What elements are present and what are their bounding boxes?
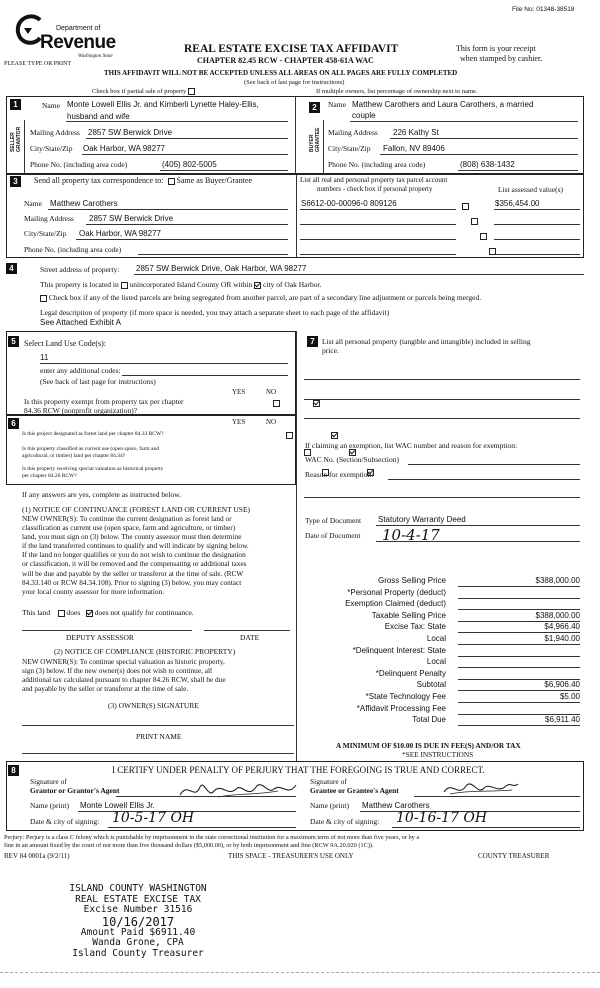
buyer-name-label: Name (328, 100, 346, 109)
partial-sale-checkbox[interactable] (188, 88, 195, 95)
parcel-personal-checkbox-1[interactable] (462, 203, 469, 210)
parcel-personal-checkbox-2[interactable] (471, 218, 478, 225)
tax-row-label: Exemption Claimed (deduct) (345, 599, 446, 609)
corr-mail: 2857 SW Berwick Drive (89, 214, 174, 223)
no-col-5: NO (266, 388, 277, 396)
grantor-name-label: Name (print) (30, 801, 69, 810)
buyer-name-1: Matthew Carothers and Laura Carothers, a married (352, 100, 534, 109)
yes-col-5: YES (232, 388, 246, 396)
notice1-line: 84.33.140 or RCW 84.34.108). Prior to signing (3) below, you may contact (22, 577, 242, 587)
grantee-date-label: Date & city of signing: (310, 817, 380, 826)
exempt-q2: 84.36 RCW (nonprofit organization)? (24, 406, 138, 415)
notice1-line: or classification, it will be removed and the compensating or additional taxes (22, 559, 247, 569)
seller-mail-label: Mailing Address (30, 128, 80, 137)
notice1-line: if the land transferred continues to qualify and will indicate by signing below. (22, 541, 249, 551)
current-use-question-2: agricultural, or timber) land per chapter 84.34? (22, 453, 126, 459)
corr-name: Matthew Carothers (50, 199, 118, 208)
stamp-line-4: 10/16/2017 (101, 914, 175, 929)
receipt-note-2: when stamped by cashier. (460, 54, 543, 63)
seller-mail: 2857 SW Berwick Drive (88, 128, 173, 137)
historic-question-1: Is this property receiving special valuation as historical property (22, 466, 164, 472)
forest-question: Is this project designated as forest land per chapter 84.33 RCW? (22, 431, 164, 437)
owner-signature-label: (3) OWNER(S) SIGNATURE (108, 701, 199, 710)
receipt-note-1: This form is your receipt (456, 44, 536, 53)
buyer-mail-label: Mailing Address (328, 128, 378, 137)
perjury-1: Perjury: Perjury is a class C felony which is punishable by imprisonment in the state correctional institution for a maximum term of not more than five years, or by a (4, 834, 420, 841)
notice1-line: land, you must sign on (3) below. The county assessor must then determine (22, 532, 242, 542)
notice1-line: If the land no longer qualifies or you do not wish to continue the designation (22, 550, 246, 560)
parcel-personal-checkbox-3[interactable] (480, 233, 487, 240)
treasurer-space: THIS SPACE - TREASURER'S USE ONLY (228, 852, 354, 860)
corr-phone-label: Phone No. (including area code) (24, 245, 122, 254)
seller-city: Oak Harbor, WA 98277 (83, 144, 165, 153)
buyer-city-label: City/State/Zip (328, 144, 371, 153)
notice1-line: NEW OWNER(S): To continue the current designation as forest land or (22, 514, 232, 523)
no-col-6: NO (266, 418, 277, 426)
grantee-date: 10-16-17 OH (396, 810, 488, 826)
minimum-due-note: A MINIMUM OF $10.00 IS DUE IN FEE(S) AND/OR TAX (336, 741, 521, 750)
grantor-signature (178, 777, 300, 805)
notice2-line: sign (3) below. If the new owner(s) does not wish to continue, all (22, 666, 213, 676)
multiple-owners-note: If multiple owners, list percentage of ownership next to name. (316, 88, 478, 95)
seller-city-label: City/State/Zip (30, 144, 73, 153)
assessed-heading: List assessed value(s) (498, 185, 563, 194)
grantor-date-label: Date & city of signing: (30, 817, 100, 826)
notice2-title: (2) NOTICE OF COMPLIANCE (HISTORIC PROPERTY) (54, 647, 236, 656)
dept-name: Revenue (40, 32, 116, 53)
tax-row-value: $5.00 (559, 692, 580, 701)
tax-row-value: $6,906.40 (544, 680, 580, 690)
city-checkbox[interactable] (254, 282, 261, 289)
parcels-heading-2: numbers - check box if personal property (317, 185, 433, 193)
notice2-line: NEW OWNER(S): To continue special valuation as historic property, (22, 657, 225, 666)
perjury-2: fine in an amount fixed by the court of not more than five thousand dollars ($5,000.00), or by both imprisonment and fine (RCW 9A.20.020 (1C)). (4, 842, 374, 849)
seller-phone-label: Phone No. (including area code) (30, 160, 128, 169)
grantee-name-label: Name (print) (310, 801, 349, 810)
tax-row-label: Local (426, 634, 446, 643)
tax-row-label: Subtotal (416, 680, 446, 690)
seller-phone: (405) 802-5005 (162, 160, 217, 169)
tax-row-value: $388,000.00 (535, 610, 580, 620)
stamp-line-1: ISLAND COUNTY WASHINGTON (69, 883, 207, 894)
tax-row-label: *Delinquent Penalty (375, 668, 446, 678)
notice2-line: and payable by the seller or transferor at the time of sale. (22, 684, 189, 694)
notice1-line: will be due and payable by the seller or transferor at the time of sale. (RCW (22, 568, 244, 578)
type-or-print: PLEASE TYPE OR PRINT (4, 61, 72, 67)
yes-col-6: YES (232, 418, 246, 426)
parcels-heading-1: List all real and personal property tax parcel account (300, 176, 448, 184)
print-name-label: PRINT NAME (136, 732, 182, 741)
form-revision: REV 84 0001a (9/2/11) (4, 852, 70, 860)
grantor-agent-label: Grantor or Grantor's Agent (30, 786, 120, 795)
section-8-number: 8 (8, 765, 19, 776)
notice1-line: classification as current use (open space, farm and agriculture, or timber) (22, 523, 236, 533)
section-5-number: 5 (8, 336, 19, 347)
current-use-question-1: Is this property classified as current use (open space, farm and (22, 446, 159, 452)
certify-statement: I CERTIFY UNDER PENALTY OF PERJURY THAT THE FOREGOING IS TRUE AND CORRECT. (112, 765, 485, 775)
dept-line1: Department of (56, 25, 101, 32)
buyer-mail: 226 Kathy St (393, 128, 439, 137)
tax-row-label: Gross Selling Price (377, 576, 446, 585)
land-use-label: Select Land Use Code(s): (24, 339, 106, 348)
stamp-line-2: REAL ESTATE EXCISE TAX (75, 893, 201, 905)
tax-row-value: $6,911.40 (545, 715, 580, 725)
grantor-print-name: Monte Lowell Ellis Jr. (80, 801, 155, 810)
section-6-number: 6 (8, 418, 19, 429)
grantee-sig-label: Signature of (310, 777, 347, 786)
tax-row-value: $388,000.00 (535, 576, 580, 585)
wac-label: WAC No. (Section/Subsection) (305, 455, 399, 464)
county-treasurer-label: COUNTY TREASURER (478, 852, 550, 860)
seller-name-2: husband and wife (67, 112, 130, 121)
property-location: This property is located in unincorporated Island County OR within city of Oak Harbor. (40, 280, 322, 289)
doc-date-label: Date of Document (305, 531, 361, 540)
legal-label: Legal description of property (if more space is needed, you may attach a separate sheet to each page of the affidavit) (40, 308, 390, 317)
assessed-value: $356,454.00 (495, 199, 540, 208)
parcel-personal-checkbox-4[interactable] (489, 248, 496, 255)
doc-type: Statutory Warranty Deed (378, 515, 466, 524)
exempt-no-checkbox[interactable] (313, 400, 320, 407)
tax-row-value: $4,966.40 (544, 622, 580, 632)
corr-city: Oak Harbor, WA 98277 (79, 229, 161, 238)
stamp-line-6: Wanda Grone, CPA (92, 937, 184, 948)
tax-row-label: *State Technology Fee (365, 692, 446, 701)
same-as-buyer-checkbox[interactable] (168, 178, 175, 185)
seller-side-label: SELLER GRANTOR (10, 126, 22, 152)
notice1-text (22, 514, 249, 596)
doc-type-label: Type of Document (305, 516, 362, 525)
segregated-checkbox[interactable] (40, 295, 47, 302)
exempt-yes-checkbox[interactable] (273, 400, 280, 407)
personal-property-heading-2: price. (322, 346, 339, 355)
tax-row-label: Local (426, 657, 446, 667)
historic-question-2: per chapter 84.26 RCW? (22, 473, 77, 479)
personal-property-heading-1: List all personal property (tangible and intangible) included in selling (322, 337, 531, 346)
buyer-side-label: BUYER GRANTEE (309, 127, 321, 152)
parcel-number: S6612-00-00096-0 809126 (301, 199, 397, 208)
property-street: 2857 SW Berwick Drive, Oak Harbor, WA 98277 (136, 264, 307, 273)
grantee-print-name: Matthew Carothers (362, 801, 430, 810)
see-back-note: (See back of last page for instructions) (244, 79, 345, 86)
deputy-date-label: DATE (240, 633, 260, 642)
notice2-line: additional tax calculated pursuant to chapter 84.26 RCW, shall be due (22, 675, 226, 685)
section-7-number: 7 (307, 336, 318, 347)
seller-name-1: Monte Lowell Ellis Jr. and Kimberli Lynette Haley-Ellis, (67, 100, 259, 109)
stamp-line-5: Amount Paid $6911.40 (80, 926, 196, 938)
continuance-line: This land does does not qualify for continuance. (22, 608, 194, 617)
tax-row-label: *Affidavit Processing Fee (356, 703, 446, 713)
tax-row-label: Total Due (412, 715, 446, 725)
dept-state: Washington State (78, 54, 113, 59)
see-instructions: *SEE INSTRUCTIONS (402, 750, 474, 759)
partial-sale-label: Check box if partial sale of property (92, 88, 195, 95)
additional-codes-label: enter any additional codes: (40, 366, 121, 375)
form-title: REAL ESTATE EXCISE TAX AFFIDAVIT (184, 43, 399, 55)
grantor-sig-label: Signature of (30, 777, 67, 786)
form-chapters: CHAPTER 82.45 RCW - CHAPTER 458-61A WAC (197, 56, 374, 65)
grantee-agent-label: Grantee or Grantee's Agent (310, 786, 399, 795)
section-1-number: 1 (10, 99, 21, 110)
tax-row-label: *Delinquent Interest: State (352, 645, 446, 655)
land-use-code: 11 (40, 353, 49, 362)
tax-corr-heading: Send all property tax correspondence to: Same as Buyer/Grantee (34, 176, 253, 185)
exemption-label: If claiming an exemption, list WAC number and reason for exemption: (305, 441, 518, 450)
buyer-city: Fallon, NV 89406 (383, 144, 445, 153)
legal-description: See Attached Exhibit A (40, 318, 121, 327)
doc-date: 10-4-17 (382, 526, 440, 544)
file-number: File No: 01348-38518 (512, 6, 575, 13)
grantor-date: 10-5-17 OH (112, 810, 195, 826)
tax-row-label: Excise Tax: State (384, 622, 446, 632)
land-use-see-back: (See back of last page for instructions) (40, 377, 156, 386)
treasurer-stamp (58, 884, 218, 959)
tax-row-label: Taxable Selling Price (371, 610, 446, 620)
reason-label: Reason for exemption: (305, 470, 374, 479)
deputy-assessor-label: DEPUTY ASSESSOR (66, 633, 134, 642)
buyer-phone: (808) 638-1432 (460, 160, 515, 169)
buyer-phone-label: Phone No. (including area code) (328, 160, 426, 169)
corr-name-label: Name (24, 199, 42, 208)
forest-yes-checkbox[interactable] (286, 432, 293, 439)
stamp-line-7: Island County Treasurer (72, 947, 204, 959)
section-3-number: 3 (10, 176, 21, 187)
buyer-name-2: couple (352, 111, 376, 120)
stamp-line-3: Excise Number 31516 (83, 904, 193, 915)
notice1-title: (1) NOTICE OF CONTINUANCE (FOREST LAND OR CURRENT USE) (22, 505, 251, 514)
section-2-number: 2 (309, 102, 320, 113)
corr-city-label: City/State/Zip (24, 229, 67, 238)
does-checkbox[interactable] (58, 610, 65, 617)
unincorporated-checkbox[interactable] (121, 282, 128, 289)
tax-row-label: *Personal Property (deduct) (347, 587, 446, 597)
exempt-q1: Is this property exempt from property tax per chapter (24, 397, 184, 406)
if-yes-note: If any answers are yes, complete as instructed below. (22, 490, 182, 499)
does-not-checkbox[interactable] (86, 610, 93, 617)
street-label: Street address of property: (40, 265, 120, 274)
notice1-line: your local county assessor for more information. (22, 586, 165, 596)
forest-no-checkbox[interactable] (331, 432, 338, 439)
section-4-number: 4 (6, 263, 17, 274)
segregated-note: Check box if any of the listed parcels are being segregated from another parcel, are part of a secondary line adjustment or parcels being merged. (40, 293, 481, 302)
notice2-text (22, 657, 226, 693)
warning-text: THIS AFFIDAVIT WILL NOT BE ACCEPTED UNLESS ALL AREAS ON ALL PAGES ARE FULLY COMPLETED (104, 69, 458, 77)
corr-mail-label: Mailing Address (24, 214, 74, 223)
seller-name-label: Name (42, 101, 60, 110)
tax-row-value: $1,940.00 (544, 634, 580, 643)
